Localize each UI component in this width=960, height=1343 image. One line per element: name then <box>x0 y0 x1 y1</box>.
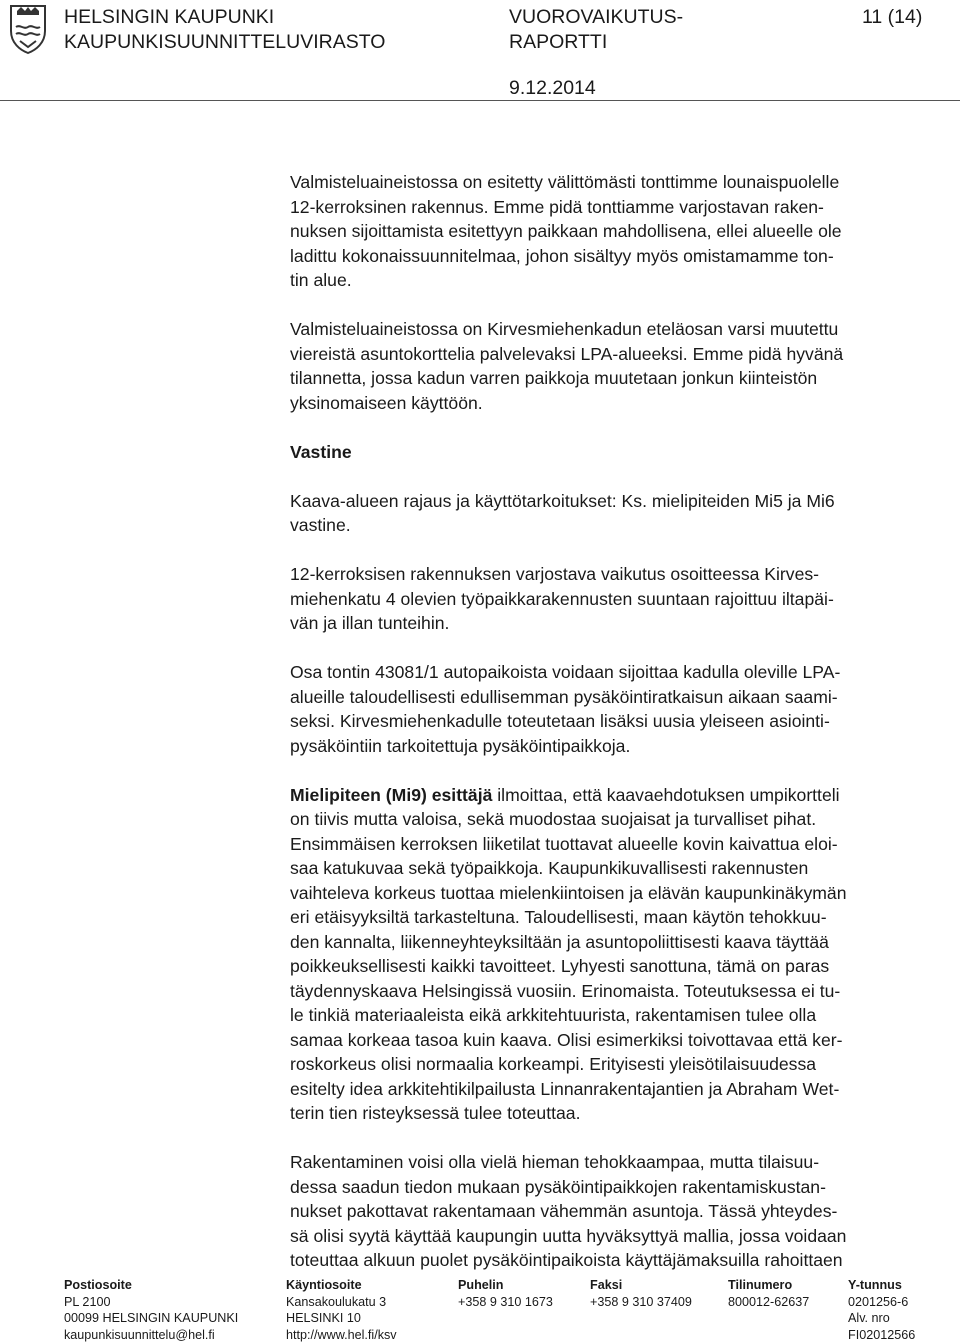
footer-value: 800012-62637 <box>728 1294 809 1311</box>
paragraph-4: 12-kerroksisen rakennuksen varjostava vaikutus osoitteessa Kirves- miehenkatu 4 olevien työpaikkarakennusten suuntaan rajoittuu iltapäi- vän ja illan tunteihin. <box>290 562 945 636</box>
paragraph-5: Osa tontin 43081/1 autopaikoista voidaan sijoittaa kadulla oleville LPA- alueille taloudellisesti edullisemman pysäköintiratkaisun aikaan saami- seksi. Kirvesmiehenkadulle toteutetaan lisäksi uusia yleiseen asiointi- pysäköintiin tarkoitettuja pysäköintipaikkoja. <box>290 660 945 758</box>
doc-type-line2: RAPORTTI <box>509 30 683 55</box>
page-number: 11 (14) <box>862 5 922 30</box>
footer-postal-address <box>64 1277 238 1343</box>
helsinki-crest-logo <box>8 3 48 55</box>
footer-value: Alv. nro <box>848 1310 915 1327</box>
footer-value: Kansakoulukatu 3 <box>286 1294 397 1311</box>
footer-value: 0201256-6 <box>848 1294 915 1311</box>
paragraph-1: Valmisteluaineistossa on esitetty välittömästi tonttimme lounaispuolelle 12-kerroksinen rakennus. Emme pidä tonttiamme varjostavan raken- nuksen sijoittamista esitettyyn paikkaan mahdollisena, ellei alueelle ole ladittu kokonaissuunnitelmaa, johon sisältyy myös omistamamme ton- tin alue. <box>290 170 945 293</box>
footer-value: PL 2100 <box>64 1294 238 1311</box>
footer-value: HELSINKI 10 <box>286 1310 397 1327</box>
paragraph-2: Valmisteluaineistossa on Kirvesmiehenkadun eteläosan varsi muutettu viereistä asuntokorttelia palvelevaksi LPA-alueeksi. Emme pidä hyvänä tilannetta, jossa kadun varren paikkoja muutetaan jonkun kiinteistön yksinomaiseen käyttöön. <box>290 317 945 415</box>
footer-heading: Postiosoite <box>64 1277 238 1294</box>
document-date: 9.12.2014 <box>509 76 596 101</box>
footer-value: 00099 HELSINGIN KAUPUNKI <box>64 1310 238 1327</box>
footer-value: +358 9 310 37409 <box>590 1294 692 1311</box>
footer-value: FI02012566 <box>848 1327 915 1343</box>
footer-email: kaupunkisuunnittelu@hel.fi <box>64 1327 238 1343</box>
footer-value: +358 9 310 1673 <box>458 1294 553 1311</box>
doc-type-line1: VUOROVAIKUTUS- <box>509 5 683 30</box>
paragraph-6 <box>290 783 945 1126</box>
footer-heading: Tilinumero <box>728 1277 809 1294</box>
footer-heading: Käyntiosoite <box>286 1277 397 1294</box>
footer-visiting-address <box>286 1277 397 1343</box>
department-name: KAUPUNKISUUNNITTELUVIRASTO <box>64 30 385 55</box>
footer-account-number <box>728 1277 809 1310</box>
footer-phone <box>458 1277 553 1310</box>
commenter-label: Mielipiteen (Mi9) esittäjä <box>290 785 492 805</box>
paragraph-3: Kaava-alueen rajaus ja käyttötarkoitukset: Ks. mielipiteiden Mi5 ja Mi6 vastine. <box>290 489 945 538</box>
paragraph-6-text: ilmoittaa, että kaavaehdotuksen umpikortteli on tiivis mutta valoisa, sekä muodostaa suojaisat ja turvalliset pihat. Ensimmäisen kerroksen liiketilat tuottavat alueelle kovin kaivattua eloi- saa katukuvaa sekä työpaikkoja. Kaupunkikuvallisesti rakennusten vaihteleva korkeus tuottaa mielenkiintoisen ja elävän kaupunkinäkymän eri etäisyyksiltä tarkasteltuna. Taloudellisesti, maan käytön tehokkuu- den kannalta, liikenneyhteyksiltään ja asuntopoliittisesti kaava täyttää poikkeuksellisesti kaikki tavoitteet. Lyhyesti sanottuna, tämä on paras täydennyskaava Helsingissä vuosiin. Erinomaista. Toteutuksessa ei tu- le tinkiä materiaaleista eikä arkkitehtuurista, rakentamisen tulee olla samaa korkeaa tasoa kuin kaava. Olisi esimerkiksi toivottavaa että ker- roskorkeus olisi normaalia korkeampi. Erityisesti yleisötilaisuudessa esitelty idea arkkitehtikilpailusta Linnanrakentajantien ja Abraham Wet- terin tien risteyksessä tulee toteuttaa. <box>290 785 847 1124</box>
header-divider <box>0 100 960 101</box>
header-organization <box>64 5 385 55</box>
footer-business-id <box>848 1277 915 1343</box>
footer-fax <box>590 1277 692 1310</box>
section-heading-vastine: Vastine <box>290 440 945 465</box>
footer-heading: Puhelin <box>458 1277 553 1294</box>
org-name: HELSINGIN KAUPUNKI <box>64 5 385 30</box>
document-body <box>290 170 945 1297</box>
footer-heading: Y-tunnus <box>848 1277 915 1294</box>
footer-url: http://www.hel.fi/ksv <box>286 1327 397 1343</box>
header-document-type <box>509 5 683 55</box>
paragraph-7: Rakentaminen voisi olla vielä hieman tehokkaampaa, mutta tilaisuu- dessa saadun tiedon mukaan pysäköintipaikkojen rakentamiskustan- nukset pakottavat rakentamaan vähemmän asuntoja. Tässä yhteydes- sä olisi syytä käyttää kaupungin uutta hyväksyttyä mallia, jossa voidaan toteuttaa alkuun puolet pysäköintipaikoista käyttäjämaksuilla rahoittaen <box>290 1150 945 1273</box>
footer-heading: Faksi <box>590 1277 692 1294</box>
